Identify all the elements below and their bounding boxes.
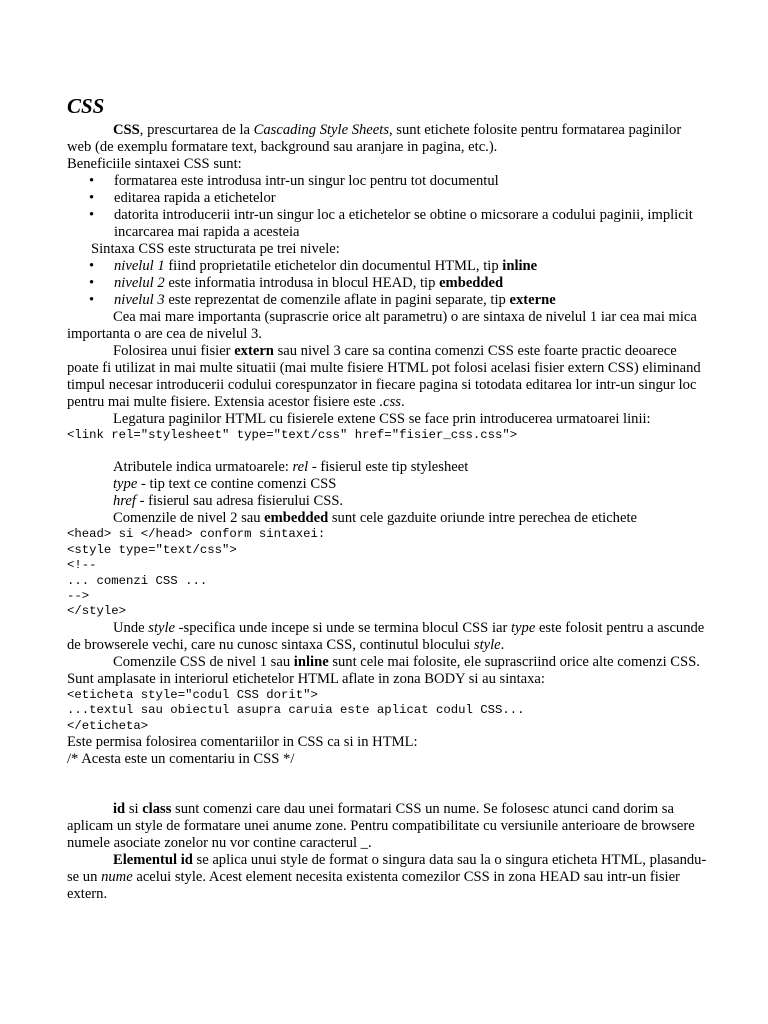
- link-code: <link rel="stylesheet" type="text/css" href="fisier_css.css">: [67, 428, 518, 442]
- list-item: • formatarea este introdusa intr-un singur loc pentru tot documentul: [67, 173, 708, 190]
- benefits-list: [67, 173, 708, 241]
- attr-type: type - tip text ce contine comenzi CSS: [113, 476, 337, 493]
- element-id-paragraph: Elementul id se aplica unui style de format o singura data sau la o singura eticheta HTML, plasandu-se un nume acelui style. Acest element necesita existenta comezilor CSS in zona HEAD sau intr-un fisier extern.: [67, 852, 707, 903]
- code-line: <eticheta style="codul CSS dorit">: [67, 687, 318, 702]
- attrs-heading: Atributele indica urmatoarele: rel - fisierul este tip stylesheet: [113, 459, 469, 476]
- link-intro: Legatura paginilor HTML cu fisierele extene CSS se face prin introducerea urmatoarei linii:: [113, 411, 651, 427]
- list-item: • datorita introducerii intr-un singur loc a etichetelor se obtine o micsorare a codului paginii, implicit incarcarea mai rapida a acesteia: [67, 207, 708, 241]
- intro-expansion: Cascading Style Sheets: [253, 122, 389, 138]
- levels-list: [67, 258, 708, 309]
- list-item: • nivelul 2 este informatia introdusa in blocul HEAD, tip embedded: [67, 275, 708, 292]
- code-line: </style>: [67, 604, 127, 619]
- attr-href: href - fisierul sau adresa fisierului CSS.: [113, 493, 344, 510]
- embedded-paragraph: Comenzile de nivel 2 sau embedded sunt cele gazduite oriunde intre perechea de etichete: [113, 510, 637, 527]
- code-line: </eticheta>: [67, 718, 149, 733]
- inline-paragraph: Comenzile CSS de nivel 1 sau inline sunt cele mai folosite, ele suprascriind orice alte comenzi CSS. Sunt amplasate in interiorul etichetelor HTML aflate in zona BODY si au sintaxa:: [67, 653, 700, 687]
- list-item: • nivelul 3 este reprezentat de comenzile aflate in pagini separate, tip externe: [67, 292, 708, 309]
- comments-intro: Este permisa folosirea comentariilor in CSS ca si in HTML:: [67, 734, 418, 751]
- code-line: <head> si </head> conform sintaxei:: [67, 527, 326, 542]
- intro-abbr: CSS: [113, 122, 140, 138]
- page-title: CSS: [67, 94, 105, 118]
- importance-paragraph: Cea mai mare importanta (suprascrie orice alt parametru) o are sintaxa de nivelul 1 iar cea mai mica importanta o are cea de nivelul 3.: [67, 309, 697, 342]
- code-line: ... comenzi CSS ...: [67, 573, 208, 588]
- levels-heading: Sintaxa CSS este structurata pe trei nivele:: [91, 241, 340, 257]
- code-line: <!--: [67, 558, 97, 573]
- extern-paragraph: Folosirea unui fisier extern sau nivel 3 care sa contina comenzi CSS este foarte practic deoarece poate fi utilizat in mai multe situatii (mai multe fisiere HTML pot folosi acelasi fisier extern CSS) eliminand timpul necesar introducerii codului corespunzator in fiecare pagina si totodata editarea lor intr-un singur loc pentru mai multe fisiere. Extensia acestor fisiere este .css.: [67, 343, 701, 410]
- intro-paragraph: CSS, prescurtarea de la Cascading Style Sheets, sunt etichete folosite pentru formatarea paginilor web (de exemplu formatare text, background sau aranjare in pagina, etc.).: [67, 122, 682, 155]
- idclass-paragraph: id si class sunt comenzi care dau unei formatari CSS un nume. Se folosesc atunci cand dorim sa aplicam un style de formatare unei anume zone. Pentru compatibilitate cu versiunile anterioare de browsere numele asociate zonelor nu vor contine caracterul _.: [67, 801, 695, 852]
- list-item: • editarea rapida a etichetelor: [67, 190, 708, 207]
- code-line: ...textul sau obiectul asupra caruia este aplicat codul CSS...: [67, 703, 525, 718]
- where-paragraph: Unde style -specifica unde incepe si unde se termina blocul CSS iar type este folosit pentru a ascunde de browserele vechi, care nu cunosc sintaxa CSS, continutul blocului style.: [67, 619, 705, 653]
- list-item: • nivelul 1 fiind proprietatile etichetelor din documentul HTML, tip inline: [67, 258, 708, 275]
- comment-example: /* Acesta este un comentariu in CSS */: [67, 751, 295, 768]
- code-line: -->: [67, 589, 90, 604]
- benefits-heading: Beneficiile sintaxei CSS sunt:: [67, 156, 242, 172]
- code-line: <style type="text/css">: [67, 542, 237, 557]
